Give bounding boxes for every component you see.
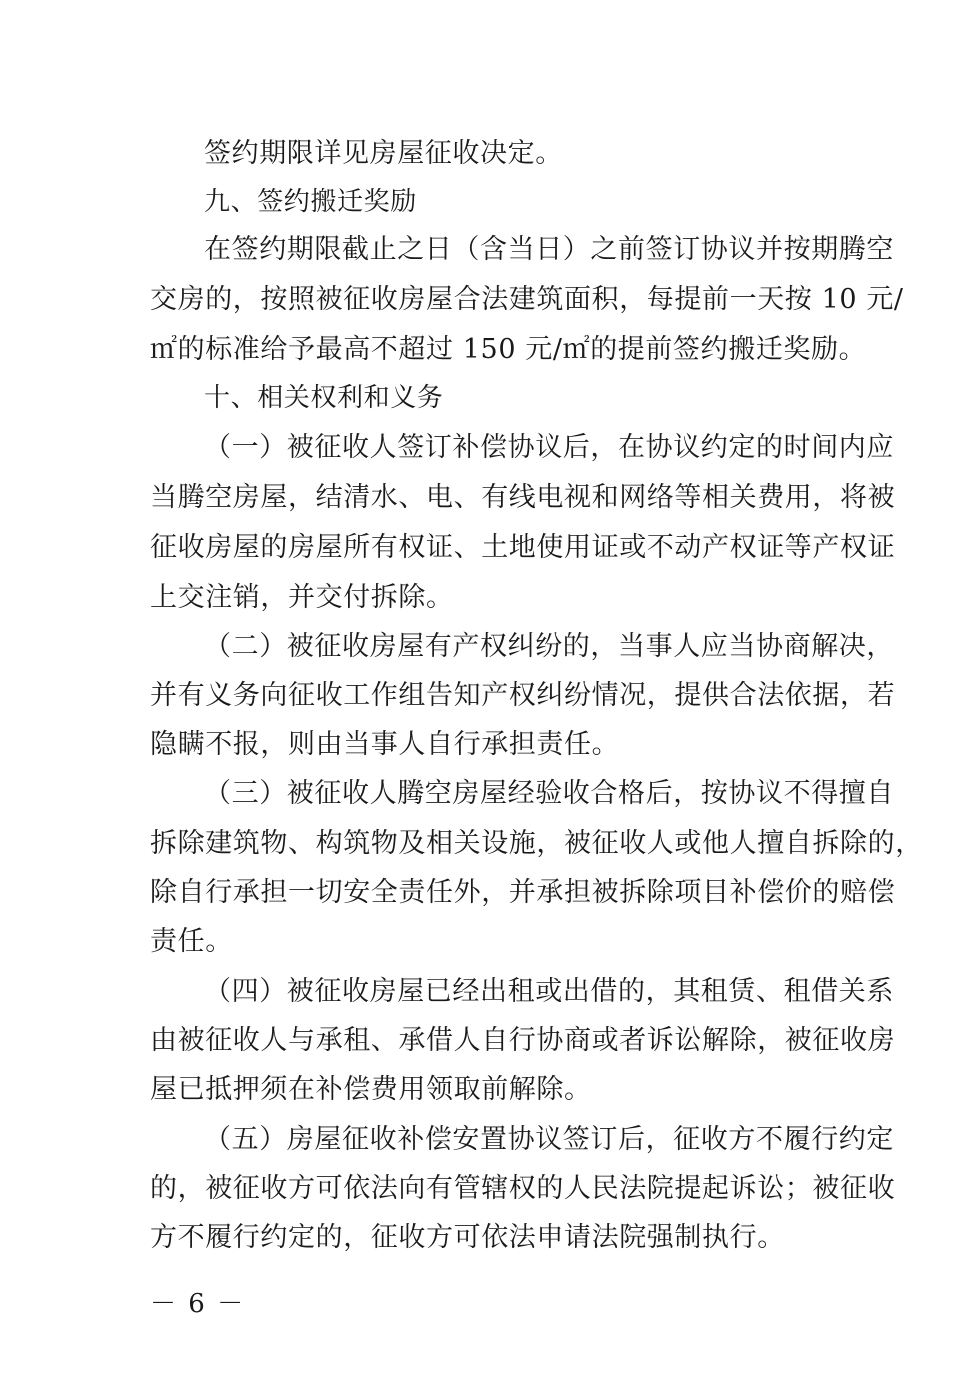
- paragraph-line: （五）房屋征收补偿安置协议签订后，征收方不履行约定: [204, 1124, 894, 1155]
- paragraph-line: 由被征收人与承租、承借人自行协商或者诉讼解除，被征收房: [150, 1025, 896, 1056]
- paragraph-line: 除自行承担一切安全责任外，并承担被拆除项目补偿价的赔偿: [150, 877, 896, 908]
- section-heading-ten: 十、相关权利和义务: [204, 383, 444, 413]
- paragraph-line: （四）被征收房屋已经出租或出借的，其租赁、租借关系: [204, 976, 894, 1007]
- page-number: － 6 －: [150, 1289, 246, 1319]
- paragraph-line: 交房的，按照被征收房屋合法建筑面积，每提前一天按 10 元/: [150, 284, 904, 315]
- section-heading-nine: 九、签约搬迁奖励: [204, 187, 417, 217]
- paragraph-line: 上交注销，并交付拆除。: [150, 582, 454, 613]
- paragraph-line: 的，被征收方可依法向有管辖权的人民法院提起诉讼；被征收: [150, 1173, 896, 1204]
- paragraph-line: 在签约期限截止之日（含当日）之前签订协议并按期腾空: [204, 234, 894, 265]
- paragraph-line: 并有义务向征收工作组告知产权纠纷情况，提供合法依据，若: [150, 680, 896, 711]
- paragraph-line: 隐瞒不报，则由当事人自行承担责任。: [150, 729, 620, 760]
- paragraph-line: 拆除建筑物、构筑物及相关设施，被征收人或他人擅自拆除的，: [150, 828, 923, 859]
- paragraph-line: 屋已抵押须在补偿费用领取前解除。: [150, 1074, 592, 1105]
- paragraph-line: ㎡的标准给予最高不超过 150 元/㎡的提前签约搬迁奖励。: [150, 334, 867, 365]
- paragraph-line: 方不履行约定的，征收方可依法申请法院强制执行。: [150, 1222, 785, 1253]
- paragraph-line: （二）被征收房屋有产权纠纷的，当事人应当协商解决，: [204, 631, 894, 662]
- paragraph-line: 征收房屋的房屋所有权证、土地使用证或不动产权证等产权证: [150, 532, 896, 563]
- paragraph-line: （一）被征收人签订补偿协议后，在协议约定的时间内应: [204, 432, 894, 463]
- paragraph-line: 当腾空房屋，结清水、电、有线电视和网络等相关费用，将被: [150, 482, 896, 513]
- paragraph-line: 签约期限详见房屋征收决定。: [204, 138, 563, 169]
- paragraph-line: （三）被征收人腾空房屋经验收合格后，按协议不得擅自: [204, 778, 894, 809]
- paragraph-line: 责任。: [150, 926, 233, 957]
